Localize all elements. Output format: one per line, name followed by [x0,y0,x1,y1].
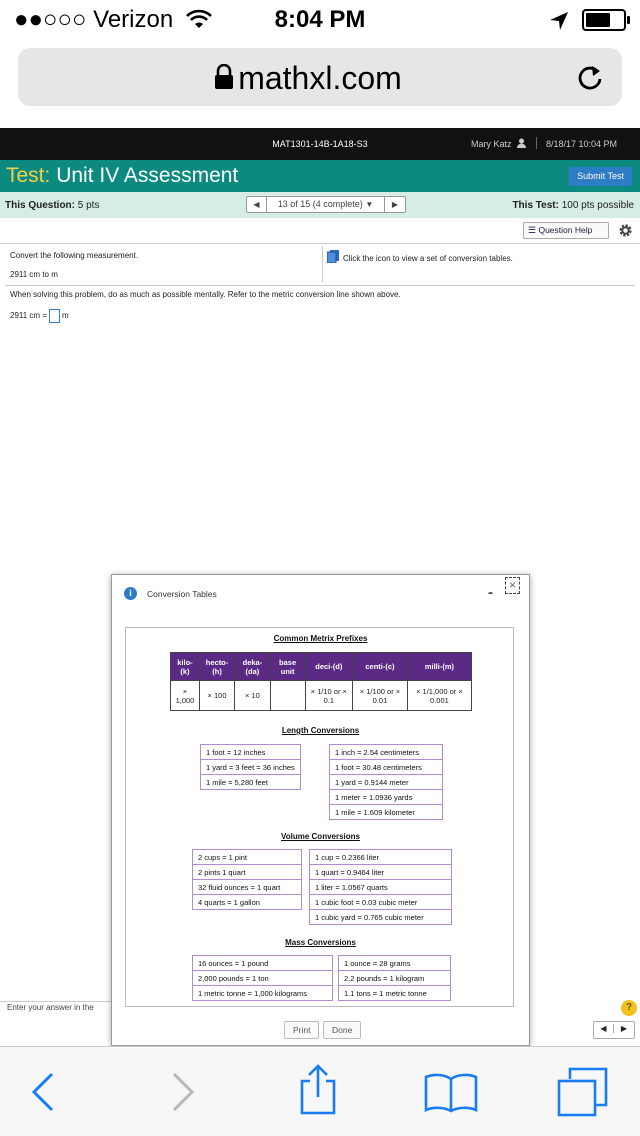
location-arrow-icon [548,10,570,32]
answer-unit: m [61,311,69,321]
question-pager [246,196,406,213]
prefix-title: Common Metrix Prefixes [273,634,368,643]
conversion-tables-content [125,627,514,1007]
length-left-item: 1 yard = 3 feet = 36 inches [201,760,301,775]
volume-left-item: 32 fluid ounces = 1 quart [193,880,302,895]
reload-icon[interactable] [576,62,604,92]
prefix-header: kilo-(k) [171,653,200,681]
prefix-value: × 1,000 [171,681,200,711]
test-points-value: 100 pts possible [561,200,634,211]
conversion-tables-dialog [111,574,530,1046]
volume-right-item: 1 cubic yard = 0.765 cubic meter [310,910,452,925]
volume-table-right [309,849,452,925]
user-name: Mary Katz [471,139,512,149]
info-icon: i [124,587,137,600]
conversion-tables-icon[interactable] [327,250,339,263]
volume-right-item: 1 liter = 1.0567 quarts [310,880,452,895]
next-question-button[interactable]: ▶ [391,200,399,209]
test-title [6,164,238,188]
volume-table-left [192,849,302,910]
answer-input[interactable] [49,309,60,323]
url-domain: mathxl.com [238,60,402,96]
mass-table-right [338,955,451,1001]
question-help-label: Question Help [538,225,593,235]
prefix-table [170,652,472,711]
divider [322,246,323,282]
tabs-icon[interactable] [556,1067,608,1117]
volume-right-item: 1 quart = 0.9464 liter [310,865,452,880]
length-table-right [329,744,443,820]
test-points-label: This Test: [512,200,559,211]
prefix-value: × 1/10 or × 0.1 [305,681,353,711]
length-right-item: 1 mile = 1.609 kilometer [330,805,443,820]
print-button[interactable]: Print [284,1021,319,1039]
help-question-icon[interactable]: ? [621,1000,637,1016]
answer-nav [593,1021,635,1039]
prefix-value [270,681,305,711]
mass-left-item: 1 metric tonne = 1,000 kilograms [193,986,333,1001]
mass-right-item: 1 ounce = 28 grams [339,956,451,971]
prefix-header: deci-(d) [305,653,353,681]
mass-left-item: 16 ounces = 1 pound [193,956,333,971]
ios-status-bar [0,0,640,40]
chevron-down-icon: ▼ [365,200,374,209]
answer-prefix: 2911 cm = [10,311,47,321]
share-icon[interactable] [298,1063,338,1115]
gear-icon[interactable] [618,223,633,238]
prefix-value-row [171,681,472,711]
length-left-item: 1 foot = 12 inches [201,745,301,760]
carrier-label: ●●○○○ Verizon [14,6,174,33]
mass-right-item: 2.2 pounds = 1 kilogram [339,971,451,986]
question-instruction: Convert the following measurement. [10,251,139,260]
question-bar [0,192,640,218]
divider [536,137,537,149]
test-points [512,200,634,211]
list-icon: ☰ [528,225,537,235]
clock: 8:04 PM [274,6,366,33]
test-title-bar [0,160,640,192]
prefix-header: deka-(da) [235,653,271,681]
volume-right-item: 1 cup = 0.2366 liter [310,850,452,865]
solving-instructions: When solving this problem, do as much as possible mentally. Refer to the metric conversion line shown above. [10,290,401,299]
prev-answer-button[interactable]: ◀ [594,1024,614,1033]
prefix-value: × 1/1,000 or × 0.001 [407,681,471,711]
test-name: Unit IV Assessment [56,164,239,187]
back-icon[interactable] [30,1071,56,1113]
prefix-header: base unit [270,653,305,681]
battery-tip [627,16,630,24]
test-label: Test: [6,164,51,187]
volume-title: Volume Conversions [281,832,360,841]
prefix-header: centi-(c) [353,653,408,681]
question-help-button[interactable] [523,222,609,239]
volume-right-item: 1 cubic foot = 0.03 cubic meter [310,895,452,910]
bookmarks-icon[interactable] [424,1073,478,1113]
mass-title: Mass Conversions [285,938,356,947]
length-title: Length Conversions [281,726,360,735]
question-points-label: This Question: [5,200,75,211]
mass-right-item: 1.1 tons = 1 metric tonne [339,986,451,1001]
prev-question-button[interactable]: ◀ [247,197,267,212]
minimize-button[interactable]: - [488,584,493,601]
prefix-value: × 100 [199,681,234,711]
forward-icon[interactable] [170,1071,196,1113]
length-table-left [200,744,301,790]
volume-left-item: 2 cups = 1 pint [193,850,302,865]
close-icon[interactable]: × [505,577,520,594]
course-header [0,128,640,160]
next-answer-button[interactable]: ▶ [620,1024,628,1033]
prefix-header-row [171,653,472,681]
browser-toolbar [0,1046,640,1136]
divider [5,285,635,286]
length-right-item: 1 meter = 1.0936 yards [330,790,443,805]
length-right-item: 1 foot = 30.48 centimeters [330,760,443,775]
icon-hint: Click the icon to view a set of conversion tables. [343,254,513,263]
volume-left-item: 4 quarts = 1 gallon [193,895,302,910]
divider [0,1001,112,1002]
prefix-value: × 1/100 or × 0.01 [353,681,408,711]
battery-icon [582,9,626,31]
user-icon [517,138,526,148]
length-right-item: 1 yard = 0.9144 meter [330,775,443,790]
course-id: MAT1301-14B-1A18-S3 [272,139,368,149]
dialog-title: Conversion Tables [147,589,217,599]
enter-answer-hint: Enter your answer in the [7,1003,94,1012]
question-points [5,200,99,211]
question-progress: 13 of 15 (4 complete) [277,199,363,209]
prefix-value: × 10 [235,681,271,711]
prefix-header: milli-(m) [407,653,471,681]
divider [0,243,640,244]
answer-line [10,309,69,323]
done-button[interactable]: Done [323,1021,361,1039]
submit-test-button[interactable]: Submit Test [569,167,632,186]
url-bar[interactable] [18,48,622,106]
prefix-header: hecto-(h) [199,653,234,681]
volume-left-item: 2 pints 1 quart [193,865,302,880]
session-datetime: 8/18/17 10:04 PM [546,139,618,149]
mass-left-item: 2,000 pounds = 1 ton [193,971,333,986]
length-left-item: 1 mile = 5,280 feet [201,775,301,790]
question-points-value: 5 pts [77,200,100,211]
length-right-item: 1 inch = 2.54 centimeters [330,745,443,760]
question-selector[interactable] [267,197,385,212]
mass-table-left [192,955,333,1001]
given-measurement: 2911 cm to m [10,270,58,279]
